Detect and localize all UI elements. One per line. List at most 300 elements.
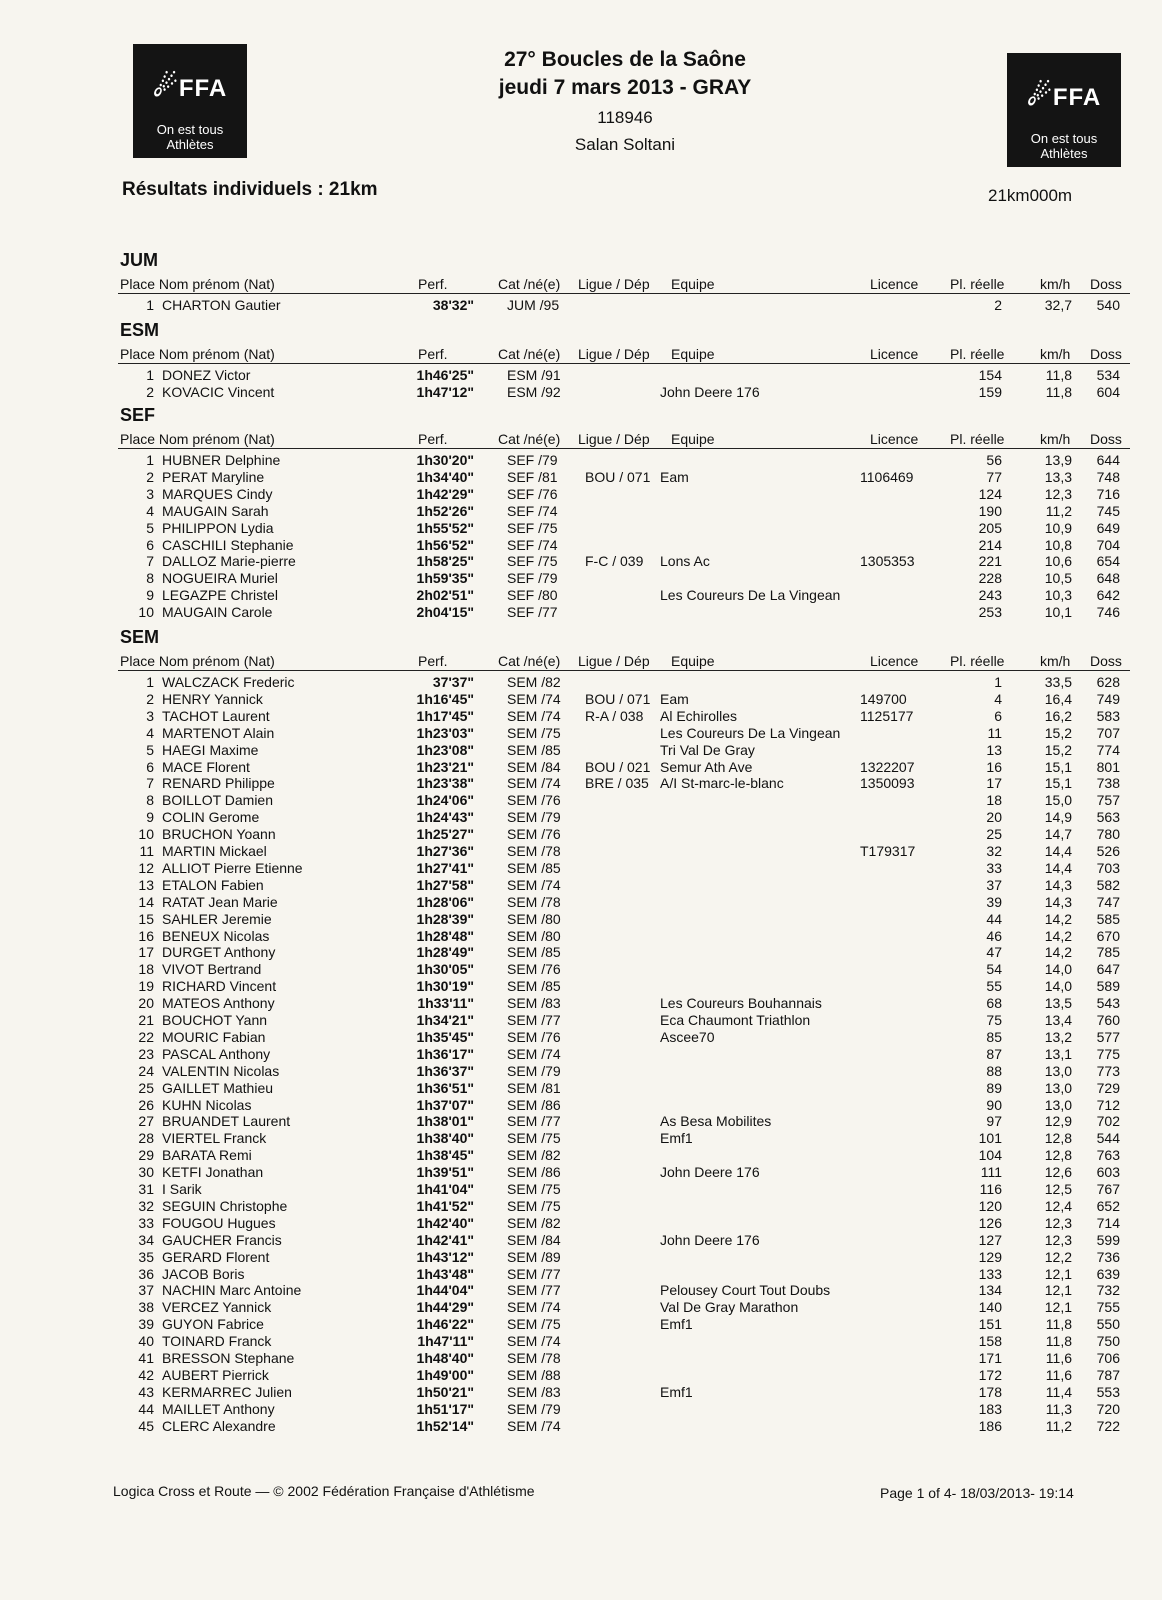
column-header-col-league: Ligue / Dép	[578, 653, 650, 669]
bib-number: 729	[1096, 1079, 1120, 1096]
athlete-name: TOINARD Franck	[162, 1333, 272, 1350]
bib-number: 712	[1096, 1096, 1120, 1113]
performance-time: 1h16'45"	[416, 690, 474, 707]
bib-number: 780	[1096, 826, 1120, 843]
real-place: 88	[986, 1062, 1002, 1079]
athlete-name: PERAT Maryline	[162, 468, 265, 485]
bib-number: 750	[1096, 1333, 1120, 1350]
speed-kmh: 14,0	[1044, 978, 1072, 995]
bib-number: 583	[1096, 707, 1120, 724]
bib-number: 775	[1096, 1045, 1120, 1062]
real-place: 154	[978, 367, 1002, 383]
category-birth-year: SEM /75	[507, 1316, 561, 1333]
bib-number: 642	[1096, 587, 1120, 604]
performance-time: 1h49'00"	[416, 1366, 474, 1383]
speed-kmh: 14,2	[1044, 927, 1072, 944]
team: Pelousey Court Tout Doubs	[660, 1282, 831, 1299]
column-header-col-category: Cat /né(e)	[498, 431, 561, 447]
place: 21	[138, 1012, 154, 1028]
athlete-name: GUYON Fabrice	[162, 1316, 264, 1333]
place: 13	[138, 876, 154, 893]
place: 16	[138, 927, 154, 944]
category-birth-year: SEF /76	[507, 485, 558, 502]
speed-kmh: 15,1	[1044, 775, 1072, 792]
real-place: 243	[978, 587, 1002, 604]
column-header-col-league: Ligue / Dép	[578, 431, 650, 447]
place: 19	[138, 978, 154, 995]
speed-kmh: 14,4	[1044, 859, 1072, 876]
performance-time: 1h25'27"	[416, 826, 474, 843]
place: 4	[146, 724, 154, 741]
performance-time: 1h47'12"	[416, 383, 474, 400]
speed-kmh: 11,3	[1045, 1400, 1072, 1417]
athlete-name: DONEZ Victor	[162, 367, 251, 383]
bib-number: 767	[1096, 1181, 1120, 1197]
performance-time: 1h28'48"	[416, 927, 474, 944]
column-header-col-licence: Licence	[870, 653, 919, 669]
real-place: 90	[986, 1096, 1002, 1113]
place: 6	[146, 536, 154, 553]
category-birth-year: SEM /77	[507, 1265, 561, 1282]
place: 1	[146, 367, 154, 383]
bib-number: 702	[1096, 1113, 1120, 1130]
column-header-col-place-name: Place Nom prénom (Nat)	[120, 431, 275, 447]
performance-time: 1h36'51"	[416, 1079, 474, 1096]
category-birth-year: SEM /78	[507, 843, 561, 859]
bib-number: 582	[1096, 876, 1120, 893]
real-place: 190	[978, 502, 1002, 519]
athlete-name: AUBERT Pierrick	[162, 1366, 269, 1383]
athlete-name: I Sarik	[162, 1181, 202, 1197]
athlete-name: COLIN Gerome	[162, 809, 260, 826]
speed-kmh: 12,1	[1044, 1282, 1072, 1299]
team: Emf1	[660, 1383, 693, 1400]
bib-number: 746	[1096, 604, 1120, 621]
speed-kmh: 11,6	[1045, 1366, 1072, 1383]
athlete-name: CHARTON Gautier	[162, 297, 281, 313]
speed-kmh: 15,1	[1044, 758, 1072, 775]
column-header-col-team: Equipe	[671, 346, 715, 362]
real-place: 33	[986, 859, 1002, 876]
place: 27	[138, 1113, 154, 1130]
category-birth-year: SEM /86	[507, 1096, 561, 1113]
category-birth-year: SEM /77	[507, 1012, 561, 1028]
bib-number: 736	[1096, 1248, 1120, 1265]
bib-number: 599	[1096, 1231, 1120, 1248]
speed-kmh: 11,8	[1045, 1333, 1072, 1350]
column-header-col-category: Cat /né(e)	[498, 276, 561, 292]
category-birth-year: SEF /77	[507, 604, 558, 621]
athlete-name: BOILLOT Damien	[162, 792, 274, 809]
speed-kmh: 12,8	[1044, 1130, 1072, 1147]
performance-time: 1h27'58"	[416, 876, 474, 893]
performance-time: 1h46'22"	[416, 1316, 474, 1333]
category-birth-year: SEM /85	[507, 944, 561, 961]
place: 29	[138, 1147, 154, 1164]
category-birth-year: SEM /86	[507, 1164, 561, 1181]
real-place: 11	[987, 724, 1002, 741]
category-birth-year: SEF /81	[507, 468, 558, 485]
bib-number: 749	[1096, 690, 1120, 707]
athlete-name: PHILIPPON Lydia	[162, 519, 274, 536]
athlete-name: KUHN Nicolas	[162, 1096, 252, 1113]
speed-kmh: 12,1	[1044, 1265, 1072, 1282]
column-header-col-league: Ligue / Dép	[578, 276, 650, 292]
ffa-logo-mark: ☄FFA	[152, 71, 228, 102]
speed-kmh: 14,2	[1044, 910, 1072, 927]
athlete-name: NOGUEIRA Muriel	[162, 570, 278, 587]
athlete-name: VIERTEL Franck	[162, 1130, 267, 1147]
category-birth-year: SEF /75	[507, 519, 558, 536]
bib-number: 585	[1096, 910, 1120, 927]
bib-number: 563	[1096, 809, 1120, 826]
footer-page-info: Page 1 of 4- 18/03/2013- 19:14	[880, 1485, 1074, 1501]
category-birth-year: SEM /74	[507, 775, 561, 792]
team: Eam	[660, 690, 689, 707]
bib-number: 703	[1096, 859, 1120, 876]
speed-kmh: 10,8	[1044, 536, 1072, 553]
header-rule	[118, 448, 1130, 449]
speed-kmh: 13,0	[1044, 1062, 1072, 1079]
real-place: 116	[979, 1181, 1002, 1197]
bib-number: 755	[1096, 1299, 1120, 1316]
ffa-logo-tagline: On est tous Athlètes	[1030, 131, 1098, 161]
performance-time: 1h23'03"	[416, 724, 474, 741]
bib-number: 707	[1096, 724, 1120, 741]
column-header-col-perf: Perf.	[418, 431, 448, 447]
bib-number: 647	[1096, 961, 1120, 978]
athlete-name: RATAT Jean Marie	[162, 893, 278, 910]
bib-number: 540	[1096, 297, 1120, 313]
performance-time: 1h41'04"	[416, 1181, 474, 1197]
category-birth-year: SEM /74	[507, 707, 561, 724]
league-department: BRE / 035	[585, 775, 649, 792]
performance-time: 1h35'45"	[416, 1028, 474, 1045]
athlete-name: BRUANDET Laurent	[162, 1113, 291, 1130]
real-place: 89	[986, 1079, 1002, 1096]
column-header-col-speed: km/h	[1040, 653, 1071, 669]
column-header-col-place-name: Place Nom prénom (Nat)	[120, 276, 275, 292]
place: 41	[138, 1350, 154, 1366]
performance-time: 1h38'45"	[416, 1147, 474, 1164]
real-place: 158	[978, 1333, 1002, 1350]
real-place: 124	[978, 485, 1002, 502]
place: 1	[146, 674, 154, 690]
real-place: 127	[978, 1231, 1002, 1248]
bib-number: 785	[1096, 944, 1120, 961]
place: 10	[138, 604, 154, 621]
athlete-name: ETALON Fabien	[162, 876, 264, 893]
athlete-name: MARTIN Mickael	[162, 843, 267, 859]
performance-time: 1h50'21"	[416, 1383, 474, 1400]
performance-time: 1h59'35"	[416, 570, 474, 587]
column-header-col-bib: Doss	[1090, 346, 1122, 362]
category-birth-year: ESM /91	[507, 367, 561, 383]
real-place: 172	[978, 1366, 1002, 1383]
real-place: 75	[986, 1012, 1002, 1028]
athlete-name: GAUCHER Francis	[162, 1231, 282, 1248]
real-place: 126	[978, 1214, 1002, 1231]
category-birth-year: SEM /74	[507, 1045, 561, 1062]
category-birth-year: SEM /80	[507, 927, 561, 944]
event-title: 27° Boucles de la Saône	[504, 48, 746, 71]
athlete-name: RICHARD Vincent	[162, 978, 277, 995]
column-header-col-real-place: Pl. réelle	[950, 346, 1005, 362]
race-id: 118946	[597, 108, 653, 127]
performance-time: 1h30'05"	[416, 961, 474, 978]
place: 32	[138, 1197, 154, 1214]
real-place: 1	[994, 674, 1002, 690]
category-birth-year: SEM /82	[507, 1147, 561, 1164]
real-place: 134	[978, 1282, 1002, 1299]
bib-number: 604	[1096, 383, 1120, 400]
speed-kmh: 11,6	[1045, 1350, 1072, 1366]
performance-time: 1h44'29"	[416, 1299, 474, 1316]
team: Emf1	[660, 1316, 693, 1333]
place: 33	[138, 1214, 154, 1231]
speed-kmh: 10,3	[1044, 587, 1072, 604]
category-birth-year: SEM /79	[507, 809, 561, 826]
bib-number: 745	[1096, 502, 1120, 519]
place: 9	[146, 587, 154, 604]
team: Tri Val De Gray	[660, 741, 755, 758]
real-place: 17	[986, 775, 1002, 792]
bib-number: 649	[1096, 519, 1120, 536]
league-department: BOU / 071	[585, 690, 651, 707]
place: 2	[146, 383, 154, 400]
bib-number: 787	[1096, 1366, 1120, 1383]
column-header-col-speed: km/h	[1040, 431, 1071, 447]
column-header-col-bib: Doss	[1090, 431, 1122, 447]
team: John Deere 176	[660, 383, 760, 400]
real-place: 37	[986, 876, 1002, 893]
team: Ascee70	[660, 1028, 715, 1045]
real-place: 133	[978, 1265, 1002, 1282]
real-place: 214	[978, 536, 1002, 553]
athlete-name: HENRY Yannick	[162, 690, 263, 707]
athlete-name: GERARD Florent	[162, 1248, 270, 1265]
category-birth-year: SEM /83	[507, 995, 561, 1012]
athlete-name: MAILLET Anthony	[162, 1400, 275, 1417]
place: 45	[138, 1417, 154, 1434]
header-rule	[118, 363, 1130, 364]
category-birth-year: SEM /84	[507, 1231, 561, 1248]
athlete-name: GAILLET Mathieu	[162, 1079, 274, 1096]
real-place: 140	[978, 1299, 1002, 1316]
real-place: 56	[986, 452, 1002, 468]
category-birth-year: SEM /76	[507, 961, 561, 978]
real-place: 54	[986, 961, 1002, 978]
bib-number: 722	[1096, 1417, 1120, 1434]
team: Emf1	[660, 1130, 693, 1147]
column-header-col-perf: Perf.	[418, 346, 448, 362]
column-header-col-league: Ligue / Dép	[578, 346, 650, 362]
real-place: 46	[986, 927, 1002, 944]
licence: 1350093	[860, 775, 915, 792]
real-place: 6	[994, 707, 1002, 724]
ffa-logo-mark: ☄FFA	[1026, 80, 1102, 111]
column-header-col-bib: Doss	[1090, 276, 1122, 292]
category-birth-year: SEF /79	[507, 452, 558, 468]
performance-time: 2h04'15"	[416, 604, 474, 621]
place: 8	[146, 792, 154, 809]
speed-kmh: 14,4	[1044, 843, 1072, 859]
column-header-col-category: Cat /né(e)	[498, 653, 561, 669]
athlete-name: CASCHILI Stephanie	[162, 536, 294, 553]
bib-number: 706	[1096, 1350, 1120, 1366]
column-header-col-real-place: Pl. réelle	[950, 276, 1005, 292]
real-place: 16	[986, 758, 1002, 775]
athlete-name: RENARD Philippe	[162, 775, 275, 792]
real-place: 25	[986, 826, 1002, 843]
athlete-name: JACOB Boris	[162, 1265, 245, 1282]
speed-kmh: 10,6	[1044, 553, 1072, 570]
category-heading: JUM	[120, 250, 159, 270]
athlete-name: NACHIN Marc Antoine	[162, 1282, 302, 1299]
speed-kmh: 11,4	[1045, 1383, 1072, 1400]
performance-time: 1h28'06"	[416, 893, 474, 910]
team: Les Coureurs Bouhannais	[660, 995, 822, 1012]
place: 11	[139, 843, 154, 859]
category-birth-year: SEM /79	[507, 1062, 561, 1079]
results-title: Résultats individuels : 21km	[122, 179, 378, 200]
athlete-name: KOVACIC Vincent	[162, 383, 275, 400]
speed-kmh: 10,9	[1044, 519, 1072, 536]
athlete-name: MATEOS Anthony	[162, 995, 275, 1012]
category-birth-year: SEM /75	[507, 724, 561, 741]
bib-number: 534	[1096, 367, 1120, 383]
real-place: 253	[978, 604, 1002, 621]
category-birth-year: SEM /75	[507, 1181, 561, 1197]
bib-number: 603	[1096, 1164, 1120, 1181]
bib-number: 757	[1096, 792, 1120, 809]
team: Al Echirolles	[660, 707, 738, 724]
bib-number: 704	[1096, 536, 1120, 553]
athlete-name: LEGAZPE Christel	[162, 587, 278, 604]
place: 10	[138, 826, 154, 843]
speed-kmh: 11,8	[1045, 1316, 1072, 1333]
place: 2	[146, 690, 154, 707]
place: 2	[146, 468, 154, 485]
performance-time: 1h46'25"	[416, 367, 474, 383]
real-place: 55	[986, 978, 1002, 995]
real-place: 104	[978, 1147, 1002, 1164]
speed-kmh: 15,2	[1044, 741, 1072, 758]
category-birth-year: SEF /80	[507, 587, 558, 604]
team: John Deere 176	[660, 1231, 760, 1248]
category-birth-year: SEM /76	[507, 792, 561, 809]
performance-time: 1h24'06"	[416, 792, 474, 809]
athlete-name: KERMARREC Julien	[162, 1383, 292, 1400]
place: 4	[146, 502, 154, 519]
licence: 1106469	[860, 468, 914, 485]
performance-time: 1h28'39"	[416, 910, 474, 927]
place: 7	[146, 775, 154, 792]
column-header-col-category: Cat /né(e)	[498, 346, 561, 362]
athlete-name: BENEUX Nicolas	[162, 927, 270, 944]
bib-number: 544	[1096, 1130, 1120, 1147]
category-birth-year: SEM /75	[507, 1130, 561, 1147]
speed-kmh: 13,0	[1044, 1079, 1072, 1096]
speed-kmh: 12,3	[1044, 1231, 1072, 1248]
athlete-name: HAEGI Maxime	[162, 741, 259, 758]
category-birth-year: SEM /85	[507, 859, 561, 876]
speed-kmh: 32,7	[1044, 297, 1072, 313]
team: Les Coureurs De La Vingean	[660, 724, 841, 741]
bib-number: 714	[1096, 1214, 1120, 1231]
performance-time: 1h38'40"	[416, 1130, 474, 1147]
licence: 149700	[860, 690, 907, 707]
real-place: 111	[980, 1164, 1002, 1181]
athlete-name: VIVOT Bertrand	[162, 961, 262, 978]
performance-time: 1h28'49"	[416, 944, 474, 961]
speed-kmh: 11,8	[1045, 367, 1072, 383]
performance-time: 1h42'40"	[416, 1214, 474, 1231]
organizer-name: Salan Soltani	[574, 135, 676, 154]
speed-kmh: 12,4	[1044, 1197, 1072, 1214]
speed-kmh: 14,2	[1044, 944, 1072, 961]
place: 24	[138, 1062, 154, 1079]
place: 36	[138, 1265, 154, 1282]
bib-number: 732	[1096, 1282, 1120, 1299]
real-place: 85	[986, 1028, 1002, 1045]
column-header-col-licence: Licence	[870, 276, 919, 292]
athlete-name: BRUCHON Yoann	[162, 826, 276, 843]
column-header-col-team: Equipe	[671, 276, 715, 292]
place: 30	[138, 1164, 154, 1181]
speed-kmh: 11,8	[1045, 383, 1072, 400]
real-place: 39	[986, 893, 1002, 910]
real-place: 2	[994, 297, 1002, 313]
bib-number: 553	[1096, 1383, 1120, 1400]
category-birth-year: SEF /75	[507, 553, 558, 570]
category-birth-year: SEM /80	[507, 910, 561, 927]
place: 37	[138, 1282, 154, 1299]
real-place: 68	[986, 995, 1002, 1012]
category-birth-year: SEM /78	[507, 1350, 561, 1366]
speed-kmh: 13,3	[1044, 468, 1072, 485]
bib-number: 760	[1096, 1012, 1120, 1028]
athlete-name: WALCZACK Frederic	[162, 674, 295, 690]
performance-time: 1h43'48"	[416, 1265, 474, 1282]
performance-time: 1h41'52"	[416, 1197, 474, 1214]
performance-time: 1h30'20"	[416, 452, 474, 468]
league-department: BOU / 021	[585, 758, 651, 775]
place: 3	[146, 707, 154, 724]
team: Semur Ath Ave	[660, 758, 753, 775]
athlete-name: FOUGOU Hugues	[162, 1214, 276, 1231]
performance-time: 1h36'17"	[416, 1045, 474, 1062]
performance-time: 1h23'08"	[416, 741, 474, 758]
real-place: 205	[978, 519, 1002, 536]
category-birth-year: SEM /81	[507, 1079, 561, 1096]
bib-number: 748	[1096, 468, 1120, 485]
category-birth-year: SEM /83	[507, 1383, 561, 1400]
real-place: 77	[986, 468, 1002, 485]
speed-kmh: 13,5	[1044, 995, 1072, 1012]
performance-time: 1h27'41"	[416, 859, 474, 876]
place: 34	[138, 1231, 154, 1248]
bib-number: 639	[1096, 1265, 1120, 1282]
athlete-name: CLERC Alexandre	[162, 1417, 276, 1434]
league-department: R-A / 038	[585, 707, 644, 724]
place: 17	[138, 944, 154, 961]
category-birth-year: SEF /74	[507, 536, 558, 553]
column-header-col-real-place: Pl. réelle	[950, 653, 1005, 669]
team: Eca Chaumont Triathlon	[660, 1012, 811, 1028]
column-header-col-speed: km/h	[1040, 276, 1071, 292]
bib-number: 577	[1096, 1028, 1120, 1045]
